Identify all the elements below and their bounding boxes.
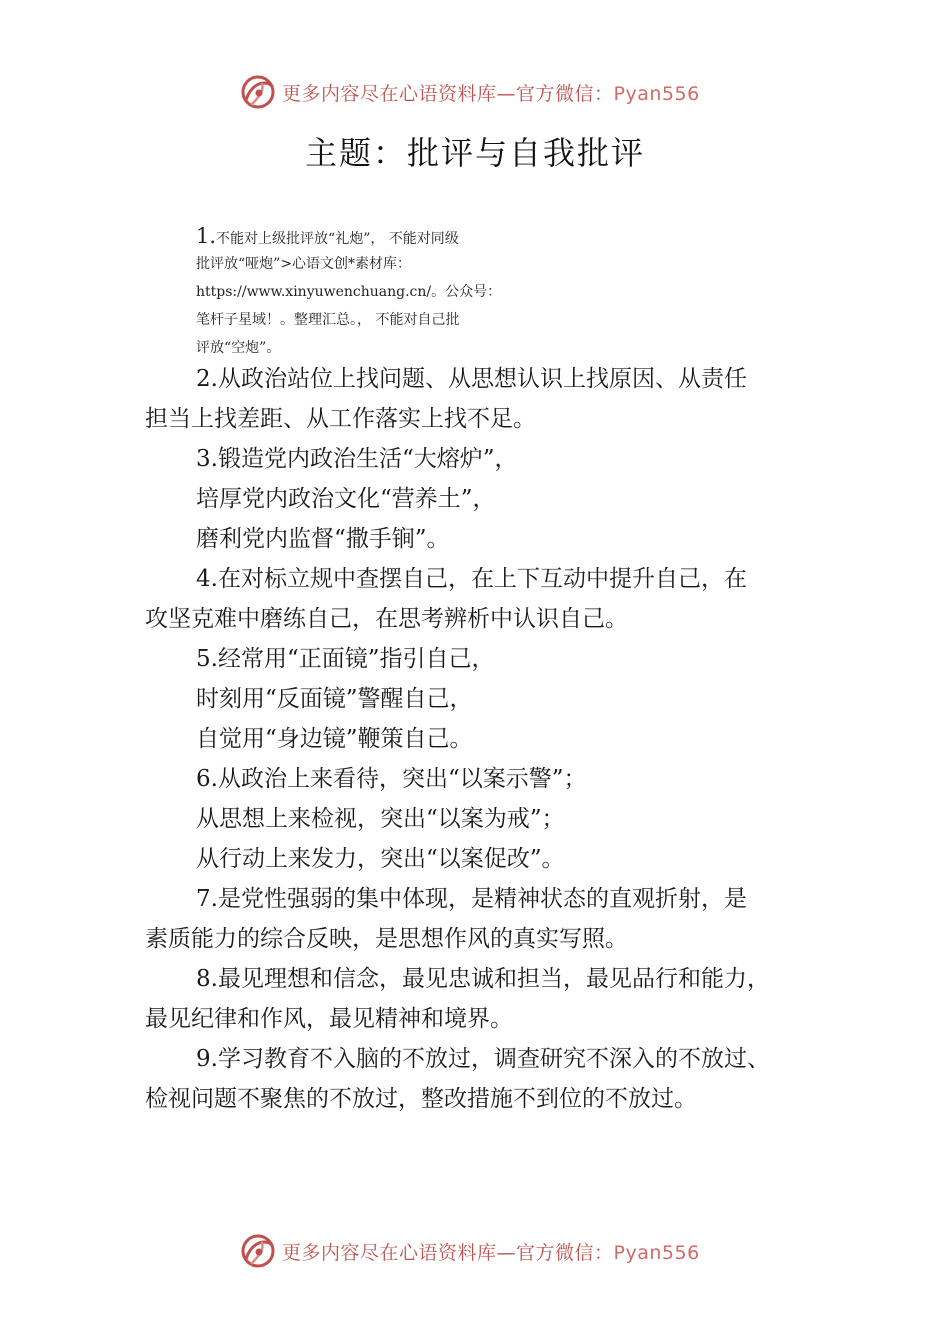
item-9-line: 9.学习教育不入脑的不放过，调查研究不深入的不放过、 — [196, 1046, 770, 1072]
item-6-line: 从思想上来检视，突出“以案为戒”； — [196, 806, 565, 832]
item-2-line: 担当上找差距、从工作落实上找不足。 — [145, 406, 536, 432]
item-9-line: 检视问题不聚焦的不放过，整改措施不到位的不放过。 — [145, 1086, 697, 1112]
item-5-line: 自觉用“身边镜”鞭策自己。 — [196, 726, 473, 752]
item-8-line: 8.最见理想和信念，最见忠诚和担当，最见品行和能力， — [196, 966, 770, 992]
item-4-line: 4.在对标立规中查摆自己，在上下互动中提升自己，在 — [196, 566, 747, 592]
item-3-line: 3.锻造党内政治生活“大熔炉”， — [196, 446, 518, 472]
item-7-line: 素质能力的综合反映，是思想作风的真实写照。 — [145, 926, 628, 952]
header-banner — [238, 72, 700, 112]
header-banner-text: 更多内容尽在心语资料库—官方微信：Pyan556 — [282, 82, 700, 105]
footer-wechat-id: Pyan556 — [613, 1241, 700, 1264]
item-4-line: 攻坚克难中磨练自己，在思考辨析中认识自己。 — [145, 606, 628, 632]
item-1-line: 1.不能对上级批评放“礼炮”， 不能对同级 — [196, 224, 459, 248]
item-1-line: 评放“空炮”。 — [196, 340, 281, 356]
item-5-line: 5.经常用“正面镜”指引自己， — [196, 646, 495, 672]
item-3-line: 磨利党内监督“撒手锏”。 — [196, 526, 450, 552]
item-3-line: 培厚党内政治文化“营养土”， — [196, 486, 496, 512]
body-text — [145, 359, 825, 1119]
page-title: 主题：批评与自我批评 — [304, 134, 645, 172]
item-8-line: 最见纪律和作风，最见精神和境界。 — [145, 1006, 513, 1032]
header-wechat-id: Pyan556 — [613, 82, 700, 105]
footer-banner — [238, 1231, 700, 1271]
item-1-line: 批评放“哑炮”>心语文创*素材库： — [196, 256, 412, 272]
item-5-line: 时刻用“反面镜”警醒自己， — [196, 686, 473, 712]
swirl-logo-icon — [238, 72, 278, 112]
item-2-line: 2.从政治站位上找问题、从思想认识上找原因、从责任 — [196, 366, 747, 392]
item-1-line: https://www.xinyuwenchuang.cn/。公众号： — [196, 284, 502, 300]
item-1-block — [196, 222, 596, 362]
item-1-line: 笔杆子星域！。整理汇总。， 不能对自己批 — [196, 312, 460, 328]
item-6-line: 从行动上来发力，突出“以案促改”。 — [196, 846, 565, 872]
item-7-line: 7.是党性强弱的集中体现，是精神状态的直观折射，是 — [196, 886, 747, 912]
item-6-line: 6.从政治上来看待，突出“以案示警”； — [196, 766, 587, 792]
footer-banner-text: 更多内容尽在心语资料库—官方微信：Pyan556 — [282, 1241, 700, 1264]
swirl-logo-icon — [238, 1231, 278, 1271]
item-1-number: 1. — [196, 224, 217, 248]
